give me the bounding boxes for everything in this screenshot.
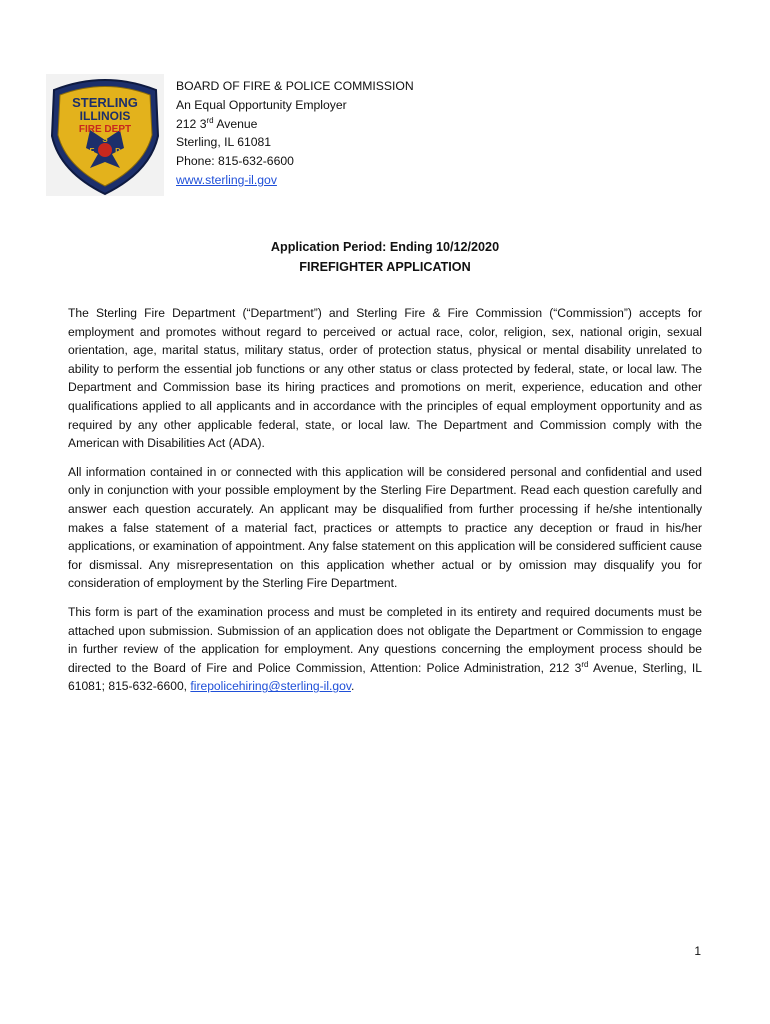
document-title: FIREFIGHTER APPLICATION [299,260,471,274]
submission-superscript: rd [581,659,589,669]
submission-address: Avenue, Sterling, IL 61081; 815-632-6600, [68,660,702,694]
submission-period: . [351,679,355,694]
website-link[interactable]: www.sterling-il.gov [176,172,277,187]
email-link[interactable]: firepolicehiring@sterling-il.gov [190,679,351,694]
patch-letter-f: F [89,147,95,156]
address-superscript: rd [206,115,214,125]
letterhead-city: Sterling, IL 61081 [176,135,272,150]
letterhead-block [176,77,414,190]
patch-letter-s: S [102,135,108,144]
paragraph-confidentiality: All information contained in or connected with this application will be considered personal and confidential and used only in conjunction with your possible employment by the Sterling Fire Department. Read each question carefully and answer each question accurately. An applicant may be disqualified from further processing if he/she intentionally makes a false statement of a material fact, practices or attempts to practice any deception or fraud in his/her applications, or examination of appointment. Any false statement on this application will be considered sufficient cause for dismissal. Any misrepresentation on this application whether actual or by omission may disqualify you for consideration of employment by the Sterling Fire Department. [68,464,702,591]
letterhead-phone: Phone: 815-632-6600 [176,154,294,169]
address-street: Avenue [213,116,258,131]
paragraph-submission-instructions [68,603,702,696]
address-number: 212 3 [176,116,207,131]
letterhead-street-address [176,115,414,134]
page-number: 1 [694,944,701,958]
document-body [68,304,702,706]
application-period: Application Period: Ending 10/12/2020 [270,240,500,254]
patch-letter-d: D [115,147,121,156]
sterling-fire-dept-logo [46,74,164,196]
document-heading [0,237,770,277]
letterhead-organization: BOARD OF FIRE & POLICE COMMISSION [176,79,414,93]
submission-text: This form is part of the examination process and must be completed in its entirety and required documents must be attached upon submission. Submission of an application does not obligate the Department or Commission to engage in further review of the application for employment. Any questions concerning the employment process should be directed to the Board of Fire and Police Commission, Attention: Police Administration, 212 3 [68,604,702,675]
patch-text-sterling: STERLING [72,95,138,110]
fire-dept-patch-icon [46,74,164,196]
paragraph-equal-opportunity: The Sterling Fire Department (“Department”) and Sterling Fire & Fire Commission (“Commission”) accepts for employment and promotes without regard to perceived or actual race, color, religion, sex, national origin, sexual orientation, age, marital status, military status, order of protection status, physical or mental disability unrelated to ability to perform the essential job functions or any other status or class protected by federal, state, or local law. The Department and Commission base its hiring practices and promotions on merit, experience, education and other qualifications applied to all applicants and in accordance with the principles of equal employment opportunity and as required by any other applicable federal, state, or local law. The Department and Commission comply with the American with Disabilities Act (ADA). [68,306,702,451]
patch-text-illinois: ILLINOIS [79,109,131,123]
patch-text-fire-dept: FIRE DEPT [78,124,132,135]
letterhead-employer-statement: An Equal Opportunity Employer [176,97,347,112]
